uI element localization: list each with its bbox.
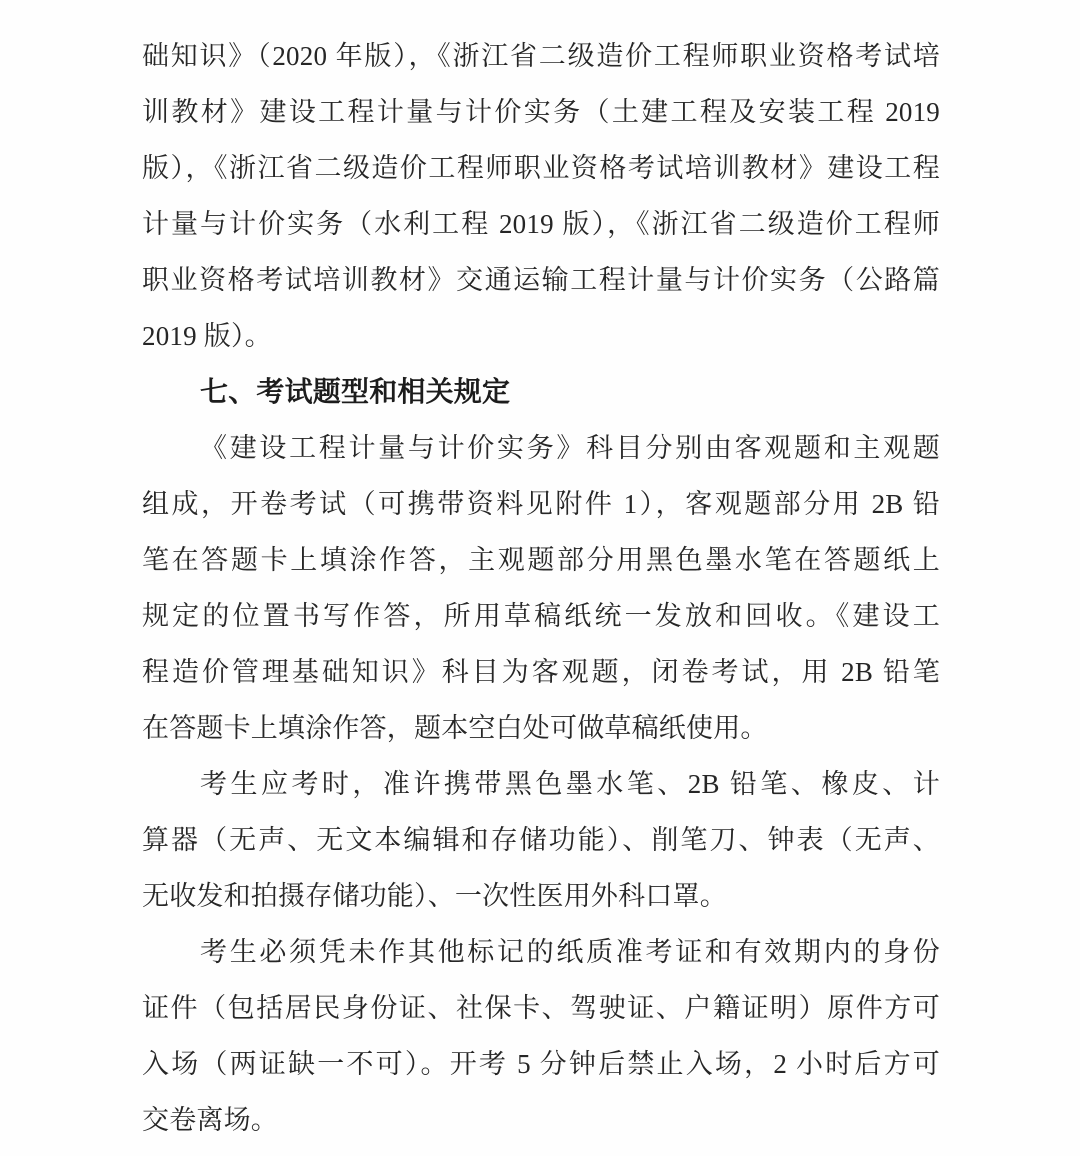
section-heading: 七、考试题型和相关规定: [200, 376, 511, 407]
text-line: 规定的位置书写作答，所用草稿纸统一发放和回收。《建设工: [142, 601, 940, 631]
text-line: 《建设工程计量与计价实务》科目分别由客观题和主观题: [200, 433, 940, 463]
text-line: 职业资格考试培训教材》交通运输工程计量与计价实务（公路篇: [142, 265, 940, 295]
text-line: 无收发和拍摄存储功能）、一次性医用外科口罩。: [142, 881, 727, 911]
text-line: 版），《浙江省二级造价工程师职业资格考试培训教材》建设工程: [142, 153, 940, 183]
document-body: [142, 28, 940, 1148]
text-line: 考生必须凭未作其他标记的纸质准考证和有效期内的身份: [200, 937, 940, 967]
text-line: 组成，开卷考试（可携带资料见附件 1），客观题部分用 2B 铅: [142, 489, 940, 519]
text-line: 交卷离场。: [142, 1105, 278, 1135]
text-line: 础知识》（2020 年版），《浙江省二级造价工程师职业资格考试培: [142, 41, 940, 71]
text-line: 2019 版）。: [142, 321, 272, 351]
text-line: 在答题卡上填涂作答，题本空白处可做草稿纸使用。: [142, 713, 768, 743]
text-line: 笔在答题卡上填涂作答，主观题部分用黑色墨水笔在答题纸上: [142, 545, 940, 575]
text-line: 计量与计价实务（水利工程 2019 版），《浙江省二级造价工程师: [142, 209, 940, 239]
text-line: 训教材》建设工程计量与计价实务（土建工程及安装工程 2019: [142, 97, 940, 127]
text-line: 算器（无声、无文本编辑和存储功能）、削笔刀、钟表（无声、: [142, 825, 940, 855]
text-line: 证件（包括居民身份证、社保卡、驾驶证、户籍证明）原件方可: [142, 993, 940, 1023]
text-line: 考生应考时，准许携带黑色墨水笔、2B 铅笔、橡皮、计: [200, 769, 940, 799]
text-line: 入场（两证缺一不可）。开考 5 分钟后禁止入场，2 小时后方可: [142, 1049, 940, 1079]
text-line: 程造价管理基础知识》科目为客观题，闭卷考试，用 2B 铅笔: [142, 657, 940, 687]
